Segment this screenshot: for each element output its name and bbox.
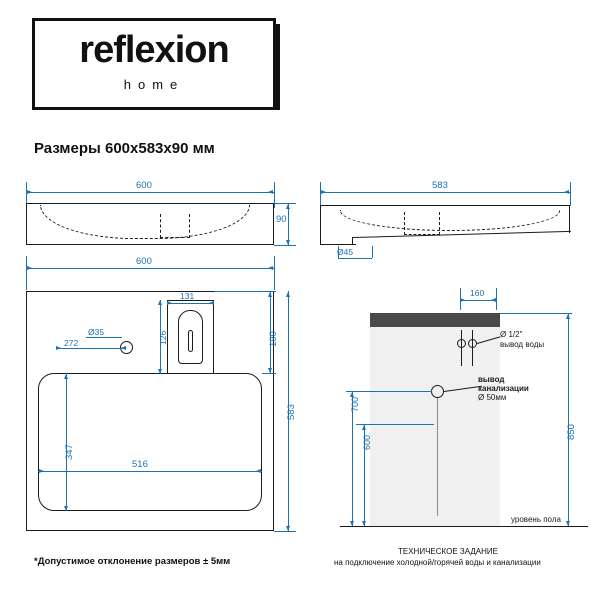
side-view-top-edge: [320, 205, 570, 206]
arrow-516-left: [39, 469, 44, 473]
ext-line-160-right: [496, 288, 497, 310]
tolerance-note: *Допустимое отклонение размеров ± 5мм: [34, 556, 231, 567]
arrow-190-bot: [268, 368, 272, 373]
plan-view-bowl: [38, 373, 262, 511]
leader-line-dia35: [86, 337, 122, 338]
floor-line: [340, 526, 588, 527]
arrow-272-right: [121, 346, 126, 350]
ext-line-tl-h-bot: [274, 245, 296, 246]
arrow-516-right: [256, 469, 261, 473]
arrow-plan-600-right: [268, 266, 273, 270]
side-view-left-edge: [320, 205, 321, 245]
dim-label-272: 272: [64, 338, 79, 348]
dim-line-516: [38, 471, 262, 472]
ext-line-850-top: [500, 313, 572, 314]
arrow-tl-90-top: [286, 204, 290, 209]
arrow-tr-583-right: [564, 190, 569, 194]
arrow-850-top: [566, 314, 570, 319]
dim-label-tl-90: 90: [276, 214, 287, 225]
arrow-plan-600-left: [27, 266, 32, 270]
sewer-label-line1: вывод: [478, 375, 505, 384]
scheme-wall-area: [370, 326, 500, 526]
brand-tagline: home: [123, 77, 185, 92]
arrow-126-bot: [158, 369, 162, 374]
dim-label-131: 131: [180, 291, 195, 301]
arrow-160-left: [460, 298, 465, 302]
dim-line-drain: [338, 258, 372, 259]
arrow-272-left: [56, 346, 61, 350]
ext-line-tr-left: [320, 182, 321, 206]
ext-line-583-bot: [274, 531, 296, 532]
ext-line-tr-right: [570, 182, 571, 206]
water-label-line2: вывод воды: [500, 340, 545, 349]
dim-label-160: 160: [470, 288, 485, 298]
water-label-line1: Ø 1/2": [500, 330, 523, 339]
ext-line-700: [346, 391, 432, 392]
ext-line-plan-left: [26, 256, 27, 290]
ext-line-plan-right: [274, 256, 275, 290]
ext-line-drain-right: [372, 246, 373, 258]
arrow-tl-600-right: [268, 190, 273, 194]
dim-label-850: 850: [566, 424, 577, 440]
dim-label-700: 700: [350, 396, 360, 412]
dim-line-347: [66, 373, 67, 511]
arrow-131-left: [167, 301, 172, 305]
arrow-190-top: [268, 292, 272, 297]
sewer-outlet: [431, 385, 444, 398]
scheme-title: ТЕХНИЧЕСКОЕ ЗАДАНИЕ: [398, 547, 498, 556]
dim-label-190: 190: [268, 331, 279, 347]
scheme-countertop: [370, 313, 500, 327]
dim-label-583: 583: [286, 404, 297, 420]
sewer-label-line3: Ø 50мм: [478, 393, 507, 402]
dim-line-tl-90: [288, 203, 289, 245]
dim-label-plan-600: 600: [136, 256, 152, 267]
scheme-subtitle: на подключение холодной/горячей воды и канализации: [334, 558, 541, 567]
dim-line-plan-600: [26, 268, 274, 269]
brand-name: reflexion: [79, 29, 229, 71]
ext-line-tl-right: [274, 182, 275, 208]
dim-label-516: 516: [132, 459, 148, 470]
arrow-tr-583-left: [321, 190, 326, 194]
dim-label-tr-583: 583: [432, 180, 448, 191]
plan-view-tap-lever: [188, 330, 193, 352]
ext-line-600-scheme: [356, 424, 434, 425]
front-view-tap-dashed: [160, 214, 190, 238]
side-view-bottom-slope: [353, 231, 571, 238]
ext-line-190-bot: [262, 373, 276, 374]
side-view-step: [352, 237, 353, 245]
page-title: Размеры 600х583х90 мм: [34, 140, 215, 157]
water-pipe-line-left: [461, 330, 462, 366]
arrow-700-bot: [350, 521, 354, 526]
dim-line-131: [167, 303, 214, 304]
sewer-drop-pipe: [437, 398, 438, 516]
dim-label-600-scheme: 600: [362, 434, 372, 450]
logo-box: [32, 18, 276, 110]
dim-label-126: 126: [158, 330, 168, 345]
dim-label-tl-600: 600: [136, 180, 152, 191]
side-view-right-edge: [569, 205, 570, 233]
dim-line-tl-600: [26, 192, 274, 193]
water-outlet-cold: [457, 339, 466, 348]
arrow-600-scheme-top: [362, 425, 366, 430]
arrow-583-top: [286, 292, 290, 297]
arrow-347-top: [64, 374, 68, 379]
arrow-160-right: [491, 298, 496, 302]
arrow-600-scheme-bot: [362, 521, 366, 526]
arrow-126-top: [158, 300, 162, 305]
arrow-tl-600-left: [27, 190, 32, 194]
dim-label-dia35: Ø35: [88, 327, 105, 337]
dim-line-272: [56, 348, 126, 349]
water-pipe-line-right: [472, 330, 473, 366]
arrow-347-bot: [64, 506, 68, 511]
dim-label-347: 347: [64, 444, 75, 460]
sewer-label-line2: канализации: [478, 384, 529, 393]
arrow-850-bot: [566, 521, 570, 526]
water-outlet-hot: [468, 339, 477, 348]
floor-level-label: уровень пола: [511, 515, 561, 524]
side-view-tap-dashed: [404, 212, 440, 235]
dim-line-tr-583: [320, 192, 570, 193]
arrow-tl-90-bot: [286, 240, 290, 245]
arrow-131-right: [209, 301, 214, 305]
side-view-bowl-dashed: [340, 210, 560, 231]
side-view-bottom-left: [320, 244, 356, 245]
dim-label-drain: Ø45: [337, 247, 354, 257]
dim-line-850: [568, 313, 569, 526]
